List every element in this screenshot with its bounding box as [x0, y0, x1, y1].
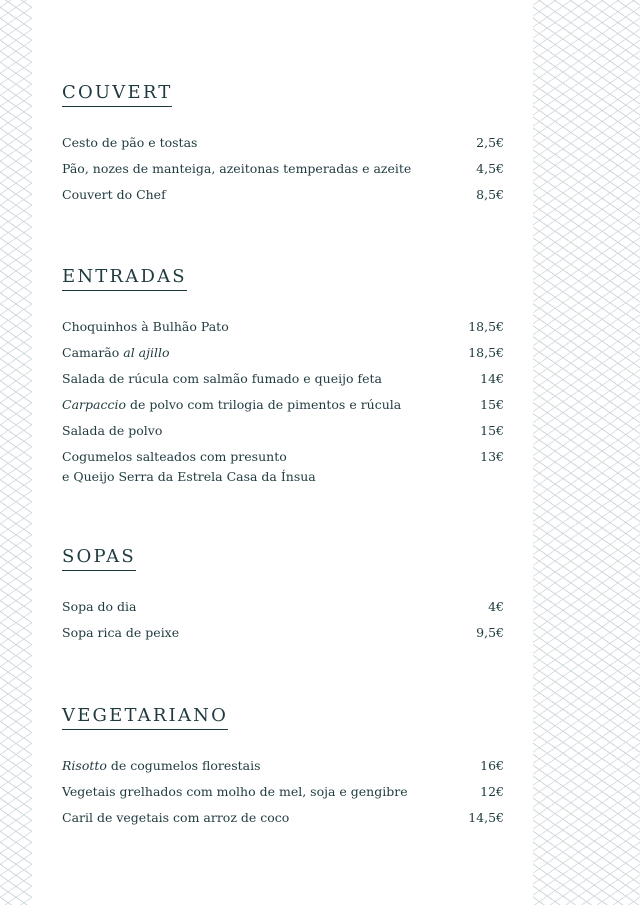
menu-item — [62, 808, 504, 828]
section-title-vegetariano: VEGETARIANO — [62, 705, 228, 730]
item-name-line-1: Cogumelos salteados com presunto — [62, 449, 287, 464]
entradas-items — [62, 317, 504, 487]
item-name: Sopa rica de peixe — [62, 625, 180, 640]
section-couvert — [62, 82, 504, 211]
menu-item — [62, 782, 504, 802]
item-name — [62, 756, 480, 776]
vegetariano-items — [62, 756, 504, 828]
item-price: 4€ — [488, 599, 504, 614]
item-price: 15€ — [480, 397, 504, 412]
sopas-items — [62, 597, 504, 643]
menu-item — [62, 756, 504, 776]
item-name-plain: de cogumelos florestais — [106, 758, 261, 773]
item-name — [62, 343, 468, 363]
decorative-pattern-right — [533, 0, 640, 905]
item-name — [62, 395, 480, 415]
item-name: Salada de rúcula com salmão fumado e queijo feta — [62, 371, 382, 386]
section-sopas — [62, 546, 504, 649]
item-name: Choquinhos à Bulhão Pato — [62, 319, 229, 334]
section-title-sopas: SOPAS — [62, 546, 136, 571]
item-price: 8,5€ — [476, 187, 504, 202]
item-name-plain: Camarão — [62, 345, 124, 360]
item-price: 16€ — [480, 758, 504, 773]
item-price: 18,5€ — [468, 319, 504, 334]
section-title-entradas: ENTRADAS — [62, 266, 187, 291]
item-price: 12€ — [480, 784, 504, 799]
item-name: Cesto de pão e tostas — [62, 135, 198, 150]
menu-item — [62, 317, 504, 337]
item-price: 14€ — [480, 371, 504, 386]
menu-item — [62, 447, 504, 487]
item-price: 18,5€ — [468, 345, 504, 360]
menu-item — [62, 185, 504, 205]
menu-item — [62, 395, 504, 415]
menu-item — [62, 133, 504, 153]
section-vegetariano — [62, 705, 504, 834]
item-name-italic: Risotto — [62, 758, 107, 773]
menu-item — [62, 421, 504, 441]
section-entradas — [62, 266, 504, 493]
item-name: Sopa do dia — [62, 599, 137, 614]
item-name-plain: de polvo com trilogia de pimentos e rúcula — [125, 397, 402, 412]
item-name: Salada de polvo — [62, 423, 163, 438]
item-price: 14,5€ — [468, 810, 504, 825]
item-price: 15€ — [480, 423, 504, 438]
item-name: Vegetais grelhados com molho de mel, soja e gengibre — [62, 784, 408, 799]
menu-item — [62, 623, 504, 643]
item-price: 4,5€ — [476, 161, 504, 176]
item-name: Couvert do Chef — [62, 187, 166, 202]
couvert-items — [62, 133, 504, 205]
item-price: 9,5€ — [476, 625, 504, 640]
menu-item — [62, 343, 504, 363]
item-name: Pão, nozes de manteiga, azeitonas temperadas e azeite — [62, 161, 412, 176]
decorative-pattern-left — [0, 0, 32, 905]
menu-item — [62, 159, 504, 179]
menu-item — [62, 369, 504, 389]
item-name-italic: al ajillo — [123, 345, 170, 360]
item-name: Caril de vegetais com arroz de coco — [62, 810, 290, 825]
menu-item — [62, 597, 504, 617]
item-name — [62, 447, 480, 487]
item-price: 13€ — [480, 449, 504, 464]
item-price: 2,5€ — [476, 135, 504, 150]
item-name-italic: Carpaccio — [62, 397, 126, 412]
item-name-line-2: e Queijo Serra da Estrela Casa da Ínsua — [62, 469, 316, 484]
section-title-couvert: COUVERT — [62, 82, 172, 107]
